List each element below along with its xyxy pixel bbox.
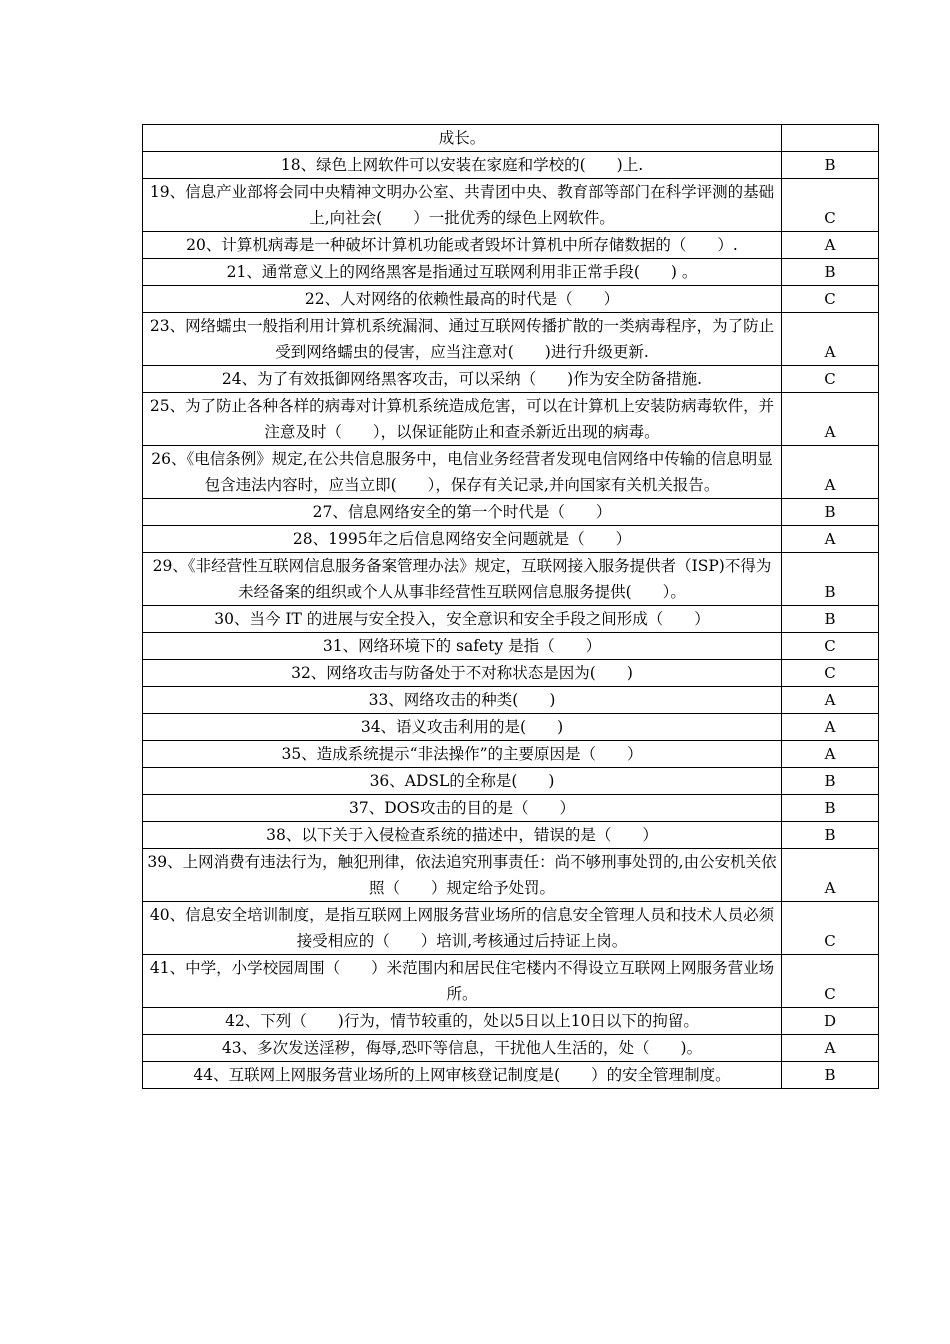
question-text: 18、绿色上网软件可以安装在家庭和学校的( )上. — [143, 152, 782, 179]
answer-letter: A — [782, 446, 879, 499]
answer-letter: A — [782, 393, 879, 446]
table-row — [143, 553, 879, 606]
table-row — [143, 446, 879, 499]
table-row — [143, 687, 879, 714]
answer-letter: C — [782, 955, 879, 1008]
table-row — [143, 526, 879, 553]
answer-letter: B — [782, 259, 879, 286]
table-row — [143, 741, 879, 768]
question-text: 28、1995年之后信息网络安全问题就是（ ） — [143, 526, 782, 553]
answer-letter: A — [782, 714, 879, 741]
table-row — [143, 606, 879, 633]
question-text: 33、网络攻击的种类( ) — [143, 687, 782, 714]
table-row — [143, 152, 879, 179]
question-rows — [143, 125, 879, 1089]
table-row — [143, 232, 879, 259]
question-text: 29、《非经营性互联网信息服务备案管理办法》规定，互联网接入服务提供者（ISP)不得为未经备案的组织或个人从事非经营性互联网信息服务提供( ）。 — [143, 553, 782, 606]
question-text: 36、ADSL的全称是( ) — [143, 768, 782, 795]
question-text: 27、信息网络安全的第一个时代是（ ） — [143, 499, 782, 526]
table-row — [143, 366, 879, 393]
table-row — [143, 313, 879, 366]
table-row — [143, 1062, 879, 1089]
answer-letter: B — [782, 795, 879, 822]
answer-letter: B — [782, 553, 879, 606]
question-text: 38、以下关于入侵检查系统的描述中，错误的是（ ） — [143, 822, 782, 849]
question-text: 41、中学，小学校园周围（ ）米范围内和居民住宅楼内不得设立互联网上网服务营业场所。 — [143, 955, 782, 1008]
question-text: 32、网络攻击与防备处于不对称状态是因为( ) — [143, 660, 782, 687]
question-text: 44、互联网上网服务营业场所的上网审核登记制度是( ）的安全管理制度。 — [143, 1062, 782, 1089]
table-row — [143, 1008, 879, 1035]
question-answer-table — [142, 124, 879, 1089]
question-text: 42、下列（ )行为，情节较重的，处以5日以上10日以下的拘留。 — [143, 1008, 782, 1035]
question-text: 31、网络环境下的 safety 是指（ ） — [143, 633, 782, 660]
answer-letter: B — [782, 152, 879, 179]
table-row — [143, 125, 879, 152]
question-text: 35、造成系统提示“非法操作”的主要原因是（ ） — [143, 741, 782, 768]
question-text: 25、为了防止各种各样的病毒对计算机系统造成危害，可以在计算机上安装防病毒软件，并注意及时（ ），以保证能防止和查杀新近出现的病毒。 — [143, 393, 782, 446]
answer-letter: C — [782, 660, 879, 687]
table-row — [143, 768, 879, 795]
question-text: 37、DOS攻击的目的是（ ） — [143, 795, 782, 822]
question-text: 40、信息安全培训制度，是指互联网上网服务营业场所的信息安全管理人员和技术人员必须接受相应的（ ）培训,考核通过后持证上岗。 — [143, 902, 782, 955]
question-text: 22、人对网络的依赖性最高的时代是（ ） — [143, 286, 782, 313]
table-row — [143, 822, 879, 849]
answer-letter: C — [782, 286, 879, 313]
table-row — [143, 499, 879, 526]
answer-letter: A — [782, 687, 879, 714]
question-text: 24、为了有效抵御网络黑客攻击，可以采纳（ )作为安全防备措施. — [143, 366, 782, 393]
table-row — [143, 660, 879, 687]
table-row — [143, 1035, 879, 1062]
table-row — [143, 259, 879, 286]
question-text: 30、当今 IT 的进展与安全投入，安全意识和安全手段之间形成（ ） — [143, 606, 782, 633]
question-text: 20、计算机病毒是一种破坏计算机功能或者毁坏计算机中所存储数据的（ ）. — [143, 232, 782, 259]
answer-letter: C — [782, 902, 879, 955]
table-row — [143, 286, 879, 313]
answer-letter: A — [782, 1035, 879, 1062]
answer-letter: A — [782, 313, 879, 366]
question-text: 39、上网消费有违法行为，触犯刑律，依法追究刑事责任：尚不够刑事处罚的,由公安机关依照（ ）规定给予处罚。 — [143, 849, 782, 902]
table-row — [143, 795, 879, 822]
table-row — [143, 393, 879, 446]
answer-letter: A — [782, 526, 879, 553]
table-row — [143, 955, 879, 1008]
answer-letter: B — [782, 606, 879, 633]
answer-letter: C — [782, 179, 879, 232]
question-text: 21、通常意义上的网络黑客是指通过互联网利用非正常手段( ) 。 — [143, 259, 782, 286]
answer-letter: C — [782, 633, 879, 660]
answer-letter: B — [782, 499, 879, 526]
table-row — [143, 633, 879, 660]
answer-letter: A — [782, 232, 879, 259]
table-row — [143, 179, 879, 232]
question-text: 23、网络蠕虫一般指利用计算机系统漏洞、通过互联网传播扩散的一类病毒程序，为了防止受到网络蠕虫的侵害，应当注意对( )进行升级更新. — [143, 313, 782, 366]
answer-letter: D — [782, 1008, 879, 1035]
answer-letter: A — [782, 849, 879, 902]
answer-letter: C — [782, 366, 879, 393]
answer-letter: B — [782, 1062, 879, 1089]
table-row — [143, 849, 879, 902]
question-text: 19、信息产业部将会同中央精神文明办公室、共青团中央、教育部等部门在科学评测的基础上,向社会( ）一批优秀的绿色上网软件。 — [143, 179, 782, 232]
table-row — [143, 714, 879, 741]
question-text: 43、多次发送淫秽，侮辱,恐吓等信息，干扰他人生活的，处（ )。 — [143, 1035, 782, 1062]
question-text: 34、语义攻击利用的是( ) — [143, 714, 782, 741]
table-row — [143, 902, 879, 955]
answer-letter: B — [782, 822, 879, 849]
question-text: 成长。 — [143, 125, 782, 152]
answer-letter — [782, 125, 879, 152]
answer-letter: A — [782, 741, 879, 768]
question-text: 26、《电信条例》规定,在公共信息服务中，电信业务经营者发现电信网络中传输的信息明显包含违法内容时，应当立即( ），保存有关记录,并向国家有关机关报告。 — [143, 446, 782, 499]
answer-letter: B — [782, 768, 879, 795]
